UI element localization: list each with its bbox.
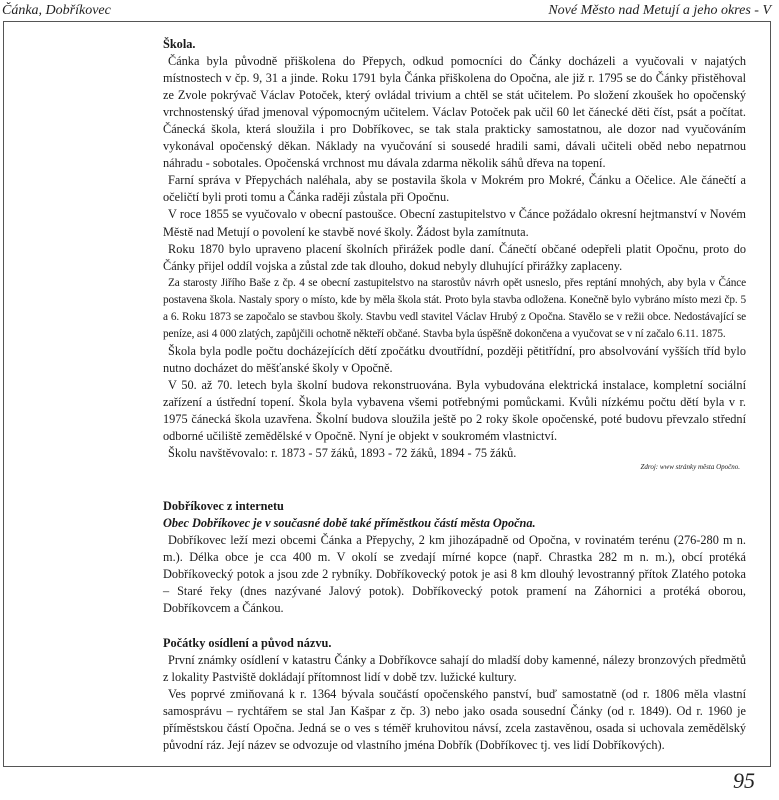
origins-paragraph-1: První známky osídlení v katastru Čánky a Dobříkovce sahají do mladší doby kamenné, nálezy bronzových předmětů z lokality Pastviště dokládají přítomnost lidí v době tzv. lužické kultury.	[163, 652, 746, 684]
running-header-right: Nové Město nad Metují a jeho okres - V	[548, 3, 771, 18]
origins-paragraph-2: Ves poprvé zmiňovaná k r. 1364 bývala součástí opočenského panství, buď samostatně (od r. 1806 měla vlastní samosprávu – rychtářem se stal Jan Kašpar z čp. 3) nebo jako osada sousední Čánky (od r. 1849). Od r. 1960 je příměstskou částí Opočna. Jedná se o ves s téměř kruhovitou návsí, zcela zastavěnou, osada si uchovala zemědělský původní ráz. Její název se odvozuje od vlastního jména Dobřík (Dobříkovec tj. ves lidí Dobříkových).	[163, 686, 746, 752]
source-note: Zdroj: www stránky města Opočno.	[640, 463, 740, 472]
school-paragraph-4: Roku 1870 bylo upraveno placení školních přirážek podle daní. Čánečtí občané odepřeli platit Opočnu, proto do Čánky přijel oddíl vojska a zůstal zde tak dlouho, dokud nebyly dluhující přirážky zaplaceny.	[163, 241, 746, 273]
school-paragraph-1: Čánka byla původně přiškolena do Přepych, odkud pomocníci do Čánky docházeli a vyučovali v najatých místnostech v čp. 9, 31 a jinde. Roku 1791 byla Čánka přiškolena do Opočna, ale již r. 1795 se do Čánky přistěhoval ze Zvole pokrývač Václav Potoček, který ovládal trivium a chtěl se stát učitelem. Po složení zkoušek ho opočenský vrchnostenský úřad jmenoval výpomocným učitelem. Václav Potoček pak učil 60 let čánecké děti číst, psát a počítat. Čánecká škola, která sloužila i pro Dobříkovec, se tak stala prakticky samostatnou, ale dozor nad vyučováním vykonával opočenský děkan. Náklady na vyučování si sousedé hradili sami, dávali učiteli oběd nebo nepatrnou náhradu - sobotales. Opočenská vrchnost mu dávala zdarma několik sáhů dřeva na topení.	[163, 54, 746, 171]
dobrikovec-heading: Dobříkovec z internetu	[163, 499, 284, 514]
section-spacer	[163, 472, 746, 498]
school-paragraph-7: V 50. až 70. letech byla školní budova rekonstruována. Byla vybudována elektrická instalace, kompletní sociální zařízení a ústřední topení. Škola byla vybavena všemi potřebnými pomůckami. Kvůli nízkému počtu dětí byla v r. 1975 čánecká škola uzavřena. Školní budova sloužila ještě po 2 roky škole opočenské, poté budovu převzalo střední odborné učiliště zemědělské v Opočně. Nyní je objekt v soukromém vlastnictví.	[163, 377, 746, 444]
school-paragraph-6: Škola byla podle počtu docházejících dětí zpočátku dvoutřídní, později pětitřídní, pro absolvování vyšších tříd bylo nutno docházet do měšťanské školy v Opočně.	[163, 343, 746, 375]
page-number: 95	[733, 768, 755, 793]
section-spacer	[163, 618, 746, 635]
dobrikovec-subheading: Obec Dobříkovec je v současné době také příměstkou částí města Opočna.	[163, 516, 536, 531]
running-header-left: Čánka, Dobříkovec	[2, 3, 111, 18]
school-paragraph-2: Farní správa v Přepychách naléhala, aby se postavila škola v Mokrém pro Mokré, Čánku a Očelice. Ale čánečtí a očeličtí byli proti tomu a Čánka raději zůstala při Opočnu.	[163, 173, 746, 205]
dobrikovec-paragraph: Dobříkovec leží mezi obcemi Čánka a Přepychy, 2 km jihozápadně od Opočna, v rovinatém terénu (276-280 m n. m.). Délka obce je cca 400 m. V okolí se zvedají mírné kopce (např. Chrastka 282 m n. m.), obcí protéká Dobříkovecký potok a jsou zde 2 rybníky. Dobříkovecký potok je asi 8 km dlouhý levostranný přítok Zlatého potoka – Staré řeky (dnes nazývané Jalový potok). Dobříkovecký potok pramení na Záhornici a protéká oborou, Dobříkovcem a Čánkou.	[163, 533, 746, 616]
school-paragraph-3: V roce 1855 se vyučovalo v obecní pastoušce. Obecní zastupitelstvo v Čánce požádalo okresní hejtmanství v Novém Městě nad Metují o povolení ke stavbě nové školy. Žádost byla zamítnuta.	[163, 207, 746, 239]
school-heading: Škola.	[163, 37, 196, 51]
school-paragraph-5: Za starosty Jiřího Baše z čp. 4 se obecní zastupitelstvo na starostův návrh opět usneslo, přes reptání mnohých, aby byla v Čánce postavena škola. Nastaly spory o místo, kde by měla škola stát. Proto byla stavba odložena. Konečně bylo vybráno místo mezi čp. 5 a 6. Roku 1873 se započalo se stavbou školy. Stavbu vedl stavitel Václav Hrubý z Opočna. Stavělo se v režii obce. Nedostávající se peníze, asi 4 000 zlatých, zapůjčili ochotně někteří občané. Stavba byla úspěšně dokončena a vyučovat se v ní začalo 6.11. 1875.	[163, 276, 746, 340]
origins-heading: Počátky osídlení a původ názvu.	[163, 635, 332, 650]
school-paragraph-8: Školu navštěvovalo: r. 1873 - 57 žáků, 1893 - 72 žáků, 1894 - 75 žáků.	[168, 446, 517, 461]
text-column	[163, 36, 746, 754]
